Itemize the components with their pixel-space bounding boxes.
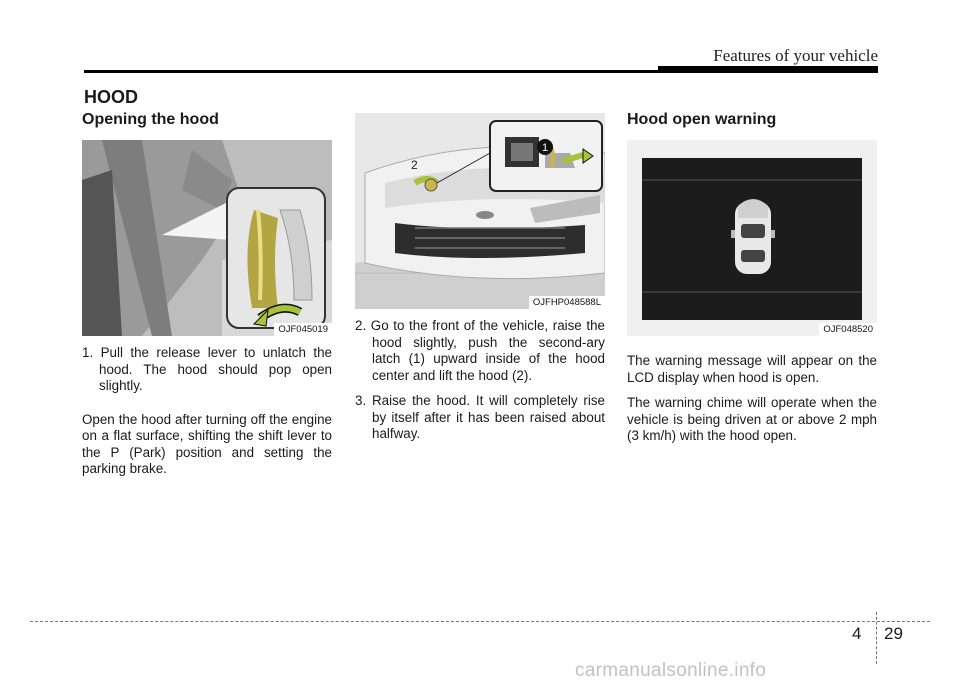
- callout-1: 1: [541, 142, 549, 154]
- footer-divider: [876, 612, 877, 664]
- section-title: HOOD: [84, 87, 138, 107]
- column-opening-hood: [82, 110, 332, 478]
- release-lever-illustration: [82, 140, 332, 336]
- warning-para-2: The warning chime will operate when the vehicle is being driven at or above 2 mph (3 km/h) with the hood open.: [627, 395, 877, 443]
- figure-code: OJF045019: [274, 323, 332, 336]
- figure-code: OJFHP048588L: [529, 296, 605, 309]
- chapter-number: 4: [852, 624, 862, 643]
- column-hood-warning: [627, 110, 877, 445]
- figure-secondary-latch: [355, 113, 605, 309]
- step-1: 1. Pull the release lever to unlatch the hood. The hood should pop open slightly.: [82, 345, 332, 393]
- header-rule-thick: [658, 66, 878, 73]
- figure-code: OJF048520: [819, 323, 877, 336]
- footer-rule: [30, 621, 930, 622]
- figure-release-lever: [82, 140, 332, 336]
- running-title: Features of your vehicle: [713, 46, 878, 65]
- opening-note: Open the hood after turning off the engine on a flat surface, shifting the shift lever to the P (Park) position and setting the parking brake.: [82, 411, 332, 476]
- lcd-display-illustration: [627, 140, 877, 336]
- heading-hood-open-warning: Hood open warning: [627, 111, 777, 128]
- callout-2: 2: [411, 158, 418, 172]
- figure-lcd-warning: [627, 140, 877, 336]
- step-3: 3. Raise the hood. It will completely rise by itself after it has been raised about halfway.: [355, 393, 605, 441]
- car-top-view-icon: [731, 199, 775, 274]
- watermark: carmanualsonline.info: [575, 660, 767, 681]
- page-number: 29: [884, 624, 903, 643]
- heading-opening-hood: Opening the hood: [82, 111, 219, 128]
- warning-para-1: The warning message will appear on the LCD display when hood is open.: [627, 353, 877, 385]
- car-front-illustration: [355, 113, 605, 309]
- column-hood-steps: [355, 110, 605, 443]
- step-2: 2. Go to the front of the vehicle, raise the hood slightly, push the second-ary latch (1) upward inside of the hood center and lift the hood (2).: [355, 318, 605, 383]
